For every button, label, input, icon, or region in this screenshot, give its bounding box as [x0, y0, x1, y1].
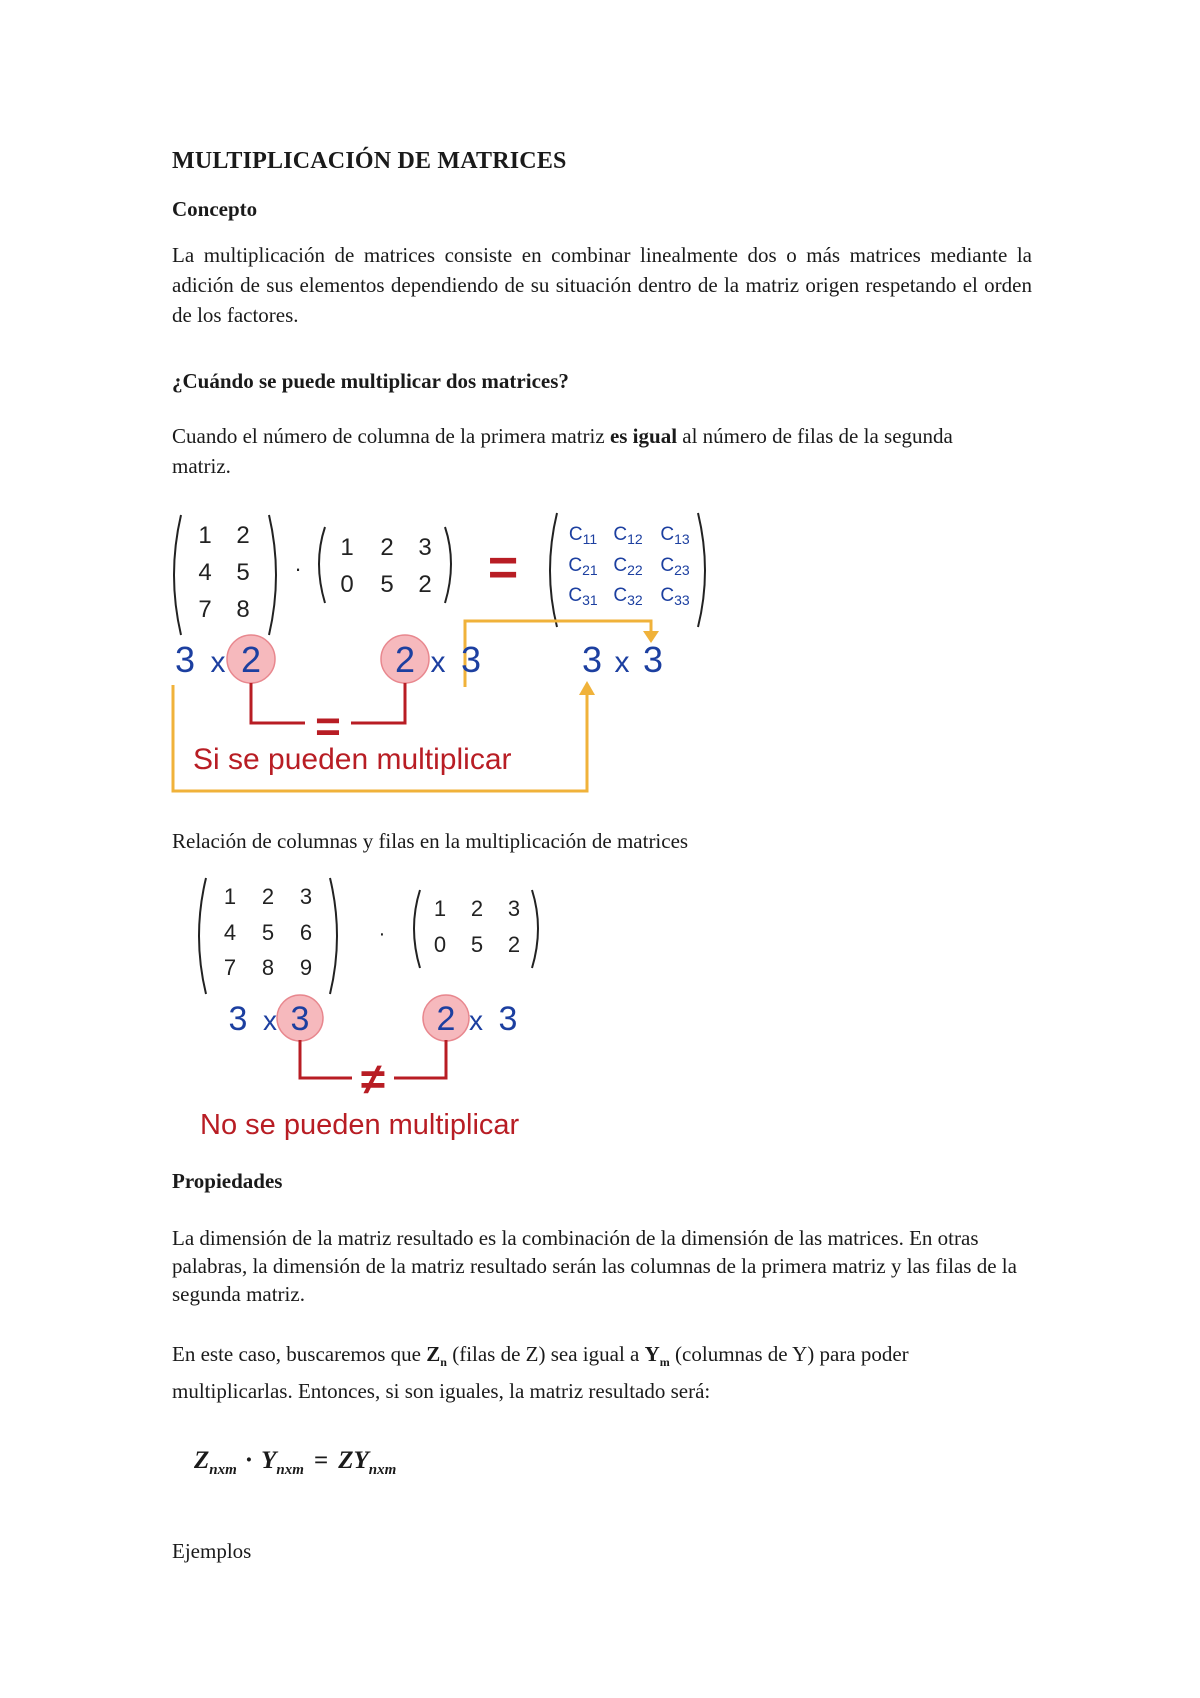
paragraph-caso-text-1: En este caso, buscaremos que: [172, 1342, 427, 1366]
matrix-a-cell: 8: [261, 955, 275, 980]
formula-dot: ·: [244, 1447, 254, 1474]
dim-a-times: x: [263, 1005, 277, 1036]
section-heading-propiedades: Propiedades: [172, 1169, 283, 1193]
matrix-a-cell: 5: [236, 559, 250, 586]
matrix-c-cell: $C_{33}$: [660, 585, 690, 608]
paragraph-cuando: [172, 421, 1002, 481]
dim-b-rows: 2: [436, 1000, 456, 1038]
matrix-a-cell: 4: [223, 920, 237, 945]
paragraph-caso-text-2: (filas de Z) sea igual a: [446, 1342, 645, 1366]
dim-a-rows: 3: [174, 639, 196, 680]
symbol-y: Y: [644, 1342, 660, 1366]
matrix-a-cell: 6: [299, 920, 313, 945]
matrix-a-cell: 1: [223, 884, 237, 909]
matrix-c-cell: $C_{13}$: [660, 524, 690, 547]
matrix-c-cell: $C_{11}$: [568, 524, 598, 547]
matrix-a-cell: 1: [198, 522, 212, 549]
matrix-b-cell: 3: [507, 896, 521, 921]
matrix-b-cell: 5: [470, 932, 484, 957]
paragraph-caso-text-3: (columnas de Y) para poder multiplicarlas. Entonces, si son iguales, la matriz resultado será:: [172, 1342, 909, 1404]
matrix-a-right-bracket: [269, 515, 276, 635]
dim-c-cols: 3: [642, 639, 664, 680]
formula-z-subscript: nxm: [209, 1462, 237, 1478]
paragraph-cuando-text-2: al número de filas de la segunda matriz.: [172, 424, 953, 478]
dim-a-times: x: [210, 646, 226, 679]
matrix-b-cell: 0: [433, 932, 447, 957]
paragraph-caso: [172, 1340, 1022, 1406]
matrix-a-cell: 7: [198, 596, 212, 623]
mismatch-symbol: ≠: [360, 1055, 386, 1104]
matrix-c-cell: $C_{31}$: [568, 585, 598, 608]
verdict-incompatible: No se pueden multiplicar: [200, 1109, 520, 1141]
dim-b-rows: 2: [394, 639, 416, 680]
matrix-a-cell: 3: [299, 884, 313, 909]
matrix-a-left-bracket: [199, 878, 206, 994]
document-title: MULTIPLICACIÓN DE MATRICES: [172, 148, 567, 174]
matrix-c-cell: $C_{32}$: [613, 585, 643, 608]
matrix-a-cell: 9: [299, 955, 313, 980]
matrix-b-right-bracket: [445, 527, 451, 603]
formula-equals: =: [313, 1447, 329, 1474]
paragraph-propiedades: La dimensión de la matriz resultado es la combinación de la dimensión de las matrices. En otras palabras, la dimensión de la matriz resultado serán las columnas de la primera matriz y las filas de la segunda matriz.: [172, 1226, 1017, 1306]
matrix-a-cell: 5: [261, 920, 275, 945]
dim-a-cols: 3: [290, 1000, 310, 1038]
paragraph-cuando-text-1: Cuando el número de columna de la primera matriz: [172, 424, 610, 448]
matrix-b-cell: 2: [380, 534, 394, 561]
matrix-c-cell: $C_{12}$: [613, 524, 643, 547]
dim-b-times: x: [469, 1005, 483, 1036]
symbol-z-subscript: n: [440, 1355, 447, 1370]
figure-caption: Relación de columnas y filas en la multiplicación de matrices: [172, 829, 689, 853]
arrow-up-icon: [579, 681, 595, 695]
matrix-c-cell: $C_{21}$: [568, 555, 598, 578]
figure-compatible-matrices: [165, 505, 725, 795]
dim-b-times: x: [430, 646, 446, 679]
matrix-b-cell: 2: [418, 571, 432, 598]
formula-z: Z: [194, 1447, 210, 1474]
matrix-a-left-bracket: [174, 515, 181, 635]
matrix-c-left-bracket: [550, 513, 557, 627]
formula-y: Y: [261, 1447, 277, 1474]
verdict-compatible: Si se pueden multiplicar: [193, 743, 512, 776]
matrix-b-cell: 5: [380, 571, 394, 598]
paragraph-cuando-bold: es igual: [609, 424, 678, 448]
matrix-b-cell: 1: [433, 896, 447, 921]
formula-y-subscript: nxm: [276, 1462, 304, 1478]
match-equals-sign: =: [315, 702, 341, 751]
section-heading-concepto: Concepto: [172, 197, 258, 221]
matrix-b-cell: 3: [418, 534, 432, 561]
dim-a-cols: 2: [240, 639, 262, 680]
dim-c-times: x: [614, 646, 630, 679]
matrix-a-cell: 8: [236, 596, 250, 623]
multiplication-dot: ·: [294, 556, 302, 581]
formula-zy-subscript: nxm: [368, 1462, 397, 1478]
matrix-b-left-bracket: [414, 890, 420, 968]
matrix-a-right-bracket: [330, 878, 337, 994]
matrix-c-cell: $C_{23}$: [660, 555, 690, 578]
matrix-b-cell: 2: [470, 896, 484, 921]
section-heading-ejemplos: Ejemplos: [172, 1539, 252, 1563]
multiplication-dot: ·: [378, 923, 386, 945]
formula-zy: ZY: [338, 1447, 369, 1474]
matrix-a-cell: 7: [223, 955, 237, 980]
matrix-b-cell: 0: [340, 571, 354, 598]
matrix-b-right-bracket: [532, 890, 538, 968]
matrix-b-left-bracket: [319, 527, 325, 603]
dim-c-rows: 3: [581, 639, 603, 680]
symbol-z: Z: [426, 1342, 441, 1366]
figure-incompatible-matrices: [190, 872, 570, 1142]
matrix-c-cell: $C_{22}$: [613, 555, 643, 578]
dim-a-rows: 3: [228, 1000, 248, 1038]
dim-b-cols: 3: [498, 1000, 518, 1038]
formula: [194, 1446, 1054, 1485]
matrix-b-cell: 2: [507, 932, 521, 957]
matrix-a-cell: 2: [236, 522, 250, 549]
paragraph-concepto: La multiplicación de matrices consiste en combinar linealmente dos o más matrices mediante la adición de sus elementos dependiendo de su situación dentro de la matriz origen respetando el orden de los factores.: [172, 243, 1032, 327]
symbol-y-subscript: m: [659, 1355, 670, 1370]
equals-sign: =: [487, 539, 519, 597]
matrix-c-right-bracket: [698, 513, 705, 627]
section-heading-cuando: ¿Cuándo se puede multiplicar dos matrices?: [172, 369, 569, 393]
matrix-a-cell: 2: [261, 884, 275, 909]
matrix-b-cell: 1: [340, 534, 354, 561]
dim-b-cols: 3: [460, 639, 482, 680]
matrix-a-cell: 4: [198, 559, 212, 586]
